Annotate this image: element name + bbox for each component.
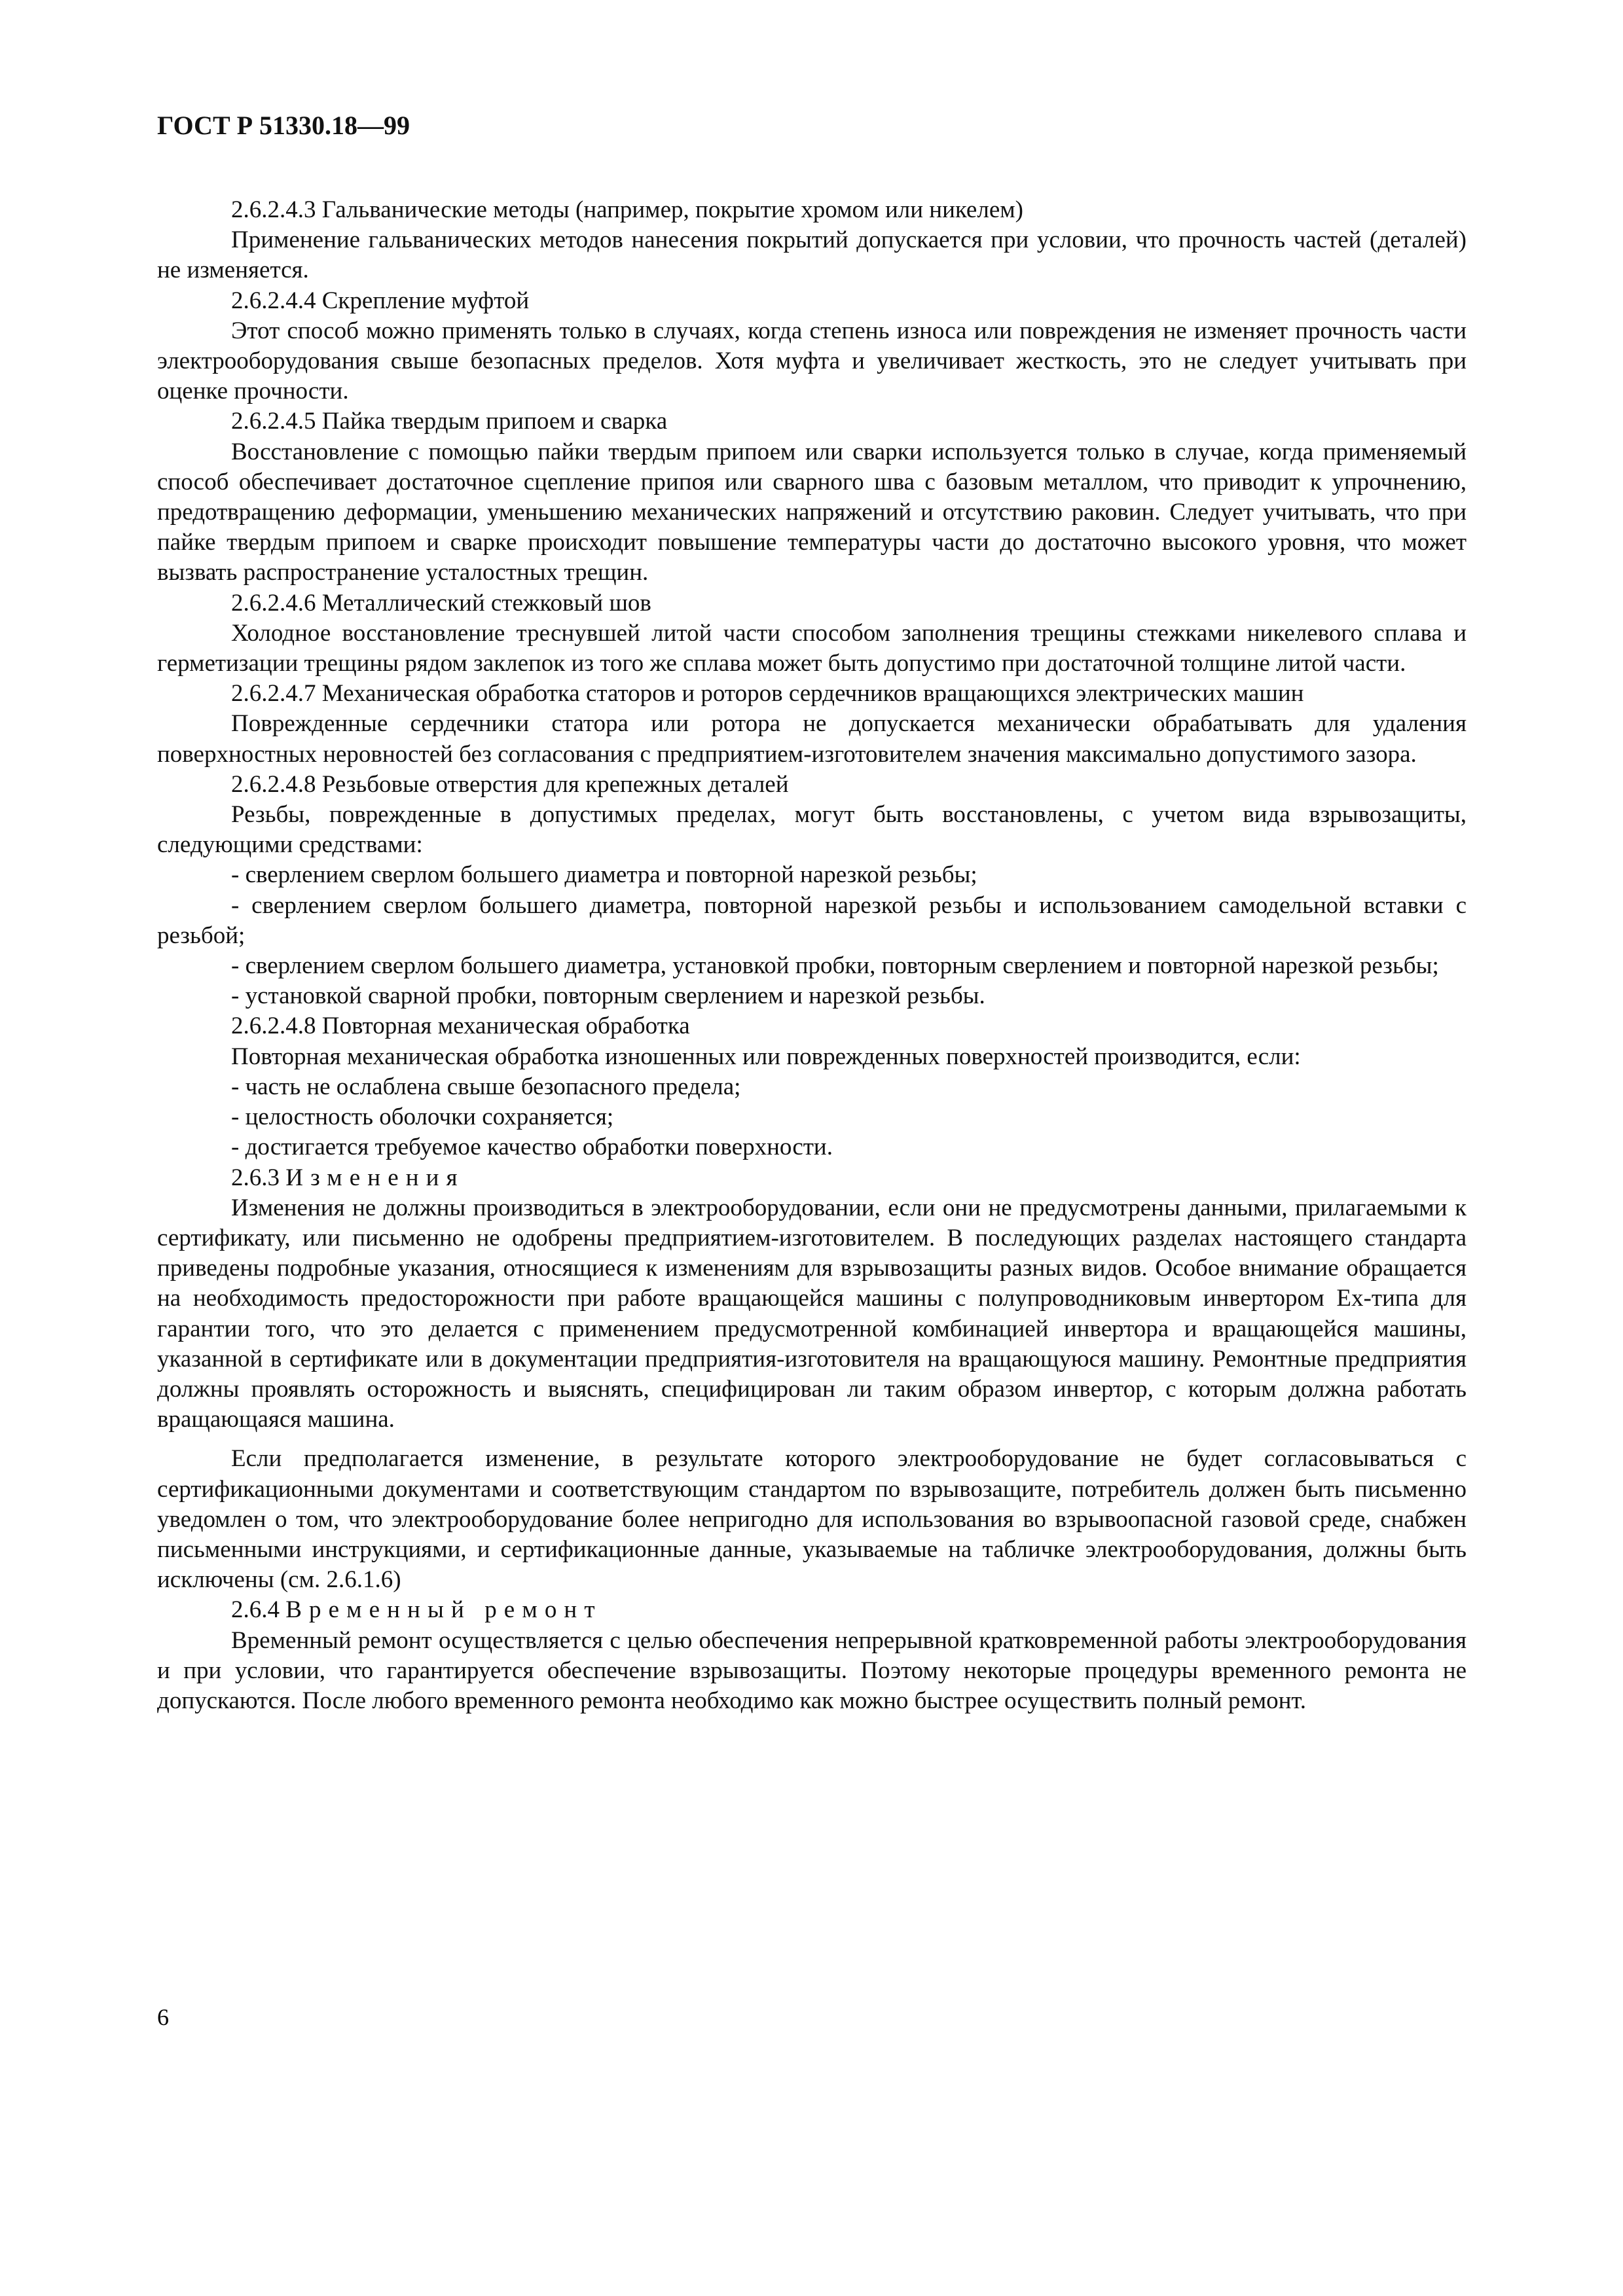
clause-heading: 2.6.2.4.7 Механическая обработка статоров и роторов сердечников вращающихся электрических машин [231, 680, 1304, 708]
paragraph: Если предполагается изменение, в результате которого электрооборудование не будет согласовываться с сертификационными документами и соответствующим стандартом по взрывозащите, потребитель должен быть письменно уведомлен о том, что электрооборудование более непригодно для использования во взрывоопасной газовой среде, снабжен письменными инструкциями, и сертификационные данные, указываемые на табличке электрооборудования, должны быть исключены (см. 2.6.1.6) [157, 1445, 1467, 1594]
page-number: 6 [157, 2004, 169, 2030]
list-item: - целостность оболочки сохраняется; [231, 1103, 614, 1131]
section-title: Изменения [285, 1164, 465, 1191]
clause-heading: 2.6.2.4.3 Гальванические методы (например, покрытие хромом или никелем) [231, 196, 1023, 223]
section-number: 2.6.3 [231, 1164, 280, 1191]
section-heading [157, 1163, 1467, 1193]
clause-heading: 2.6.2.4.6 Металлический стежковый шов [231, 589, 651, 617]
paragraph: Резьбы, поврежденные в допустимых пределах, могут быть восстановлены, с учетом вида взрывозащиты, следующими средствами: [157, 801, 1467, 859]
list-item: - сверлением сверлом большего диаметра и повторной нарезкой резьбы; [231, 861, 977, 889]
paragraph: Восстановление с помощью пайки твердым припоем или сварки используется только в случае, когда применяемый способ обеспечивает достаточное сцепление припоя или сварного шва с базовым металлом, что приводит к упрочнению, предотвращению деформации, уменьшению механических напряжений и отсутствию раковин. Следует учитывать, что при пайке твердым припоем и сварке происходит повышение температуры части до достаточно высокого уровня, что может вызвать распространение усталостных трещин. [157, 438, 1467, 586]
clause-heading: 2.6.2.4.5 Пайка твердым припоем и сварка [231, 408, 668, 435]
section-title: Временный ремонт [285, 1596, 602, 1624]
clause-heading: 2.6.2.4.8 Резьбовые отверстия для крепежных деталей [231, 770, 789, 798]
section-number: 2.6.4 [231, 1596, 280, 1624]
paragraph: Изменения не должны производиться в электрооборудовании, если они не предусмотрены данными, прилагаемыми к сертификату, или письменно не одобрены предприятием-изготовителем. В последующих разделах настоящего стандарта приведены подробные указания, относящиеся к изменениям для взрывозащиты разных видов. Особое внимание обращается на необходимость предосторожности при работе вращающейся машины с полупроводниковым инвертором Ех-типа для гарантии того, что это делается с применением предусмотренной комбинацией инвертора и вращающейся машины, указанной в сертификате или в документации предприятия-изготовителя на вращающуюся машину. Ремонтные предприятия должны проявлять осторожность и выяснять, специфицирован ли таким образом инвертор, с которым должна работать вращающаяся машина. [157, 1194, 1467, 1433]
paragraph: Холодное восстановление треснувшей литой части способом заполнения трещины стежками никелевого сплава и герметизации трещины рядом заклепок из того же сплава может быть допустимо при достаточной толщине литой части. [157, 619, 1467, 677]
list-item: - достигается требуемое качество обработки поверхности. [231, 1134, 833, 1161]
list-item: - часть не ослаблена свыше безопасного предела; [231, 1073, 741, 1100]
clause-heading: 2.6.2.4.4 Скрепление муфтой [231, 287, 530, 314]
clause-heading: 2.6.2.4.8 Повторная механическая обработка [231, 1013, 690, 1040]
list-item: - установкой сварной пробки, повторным сверлением и нарезкой резьбы. [231, 982, 985, 1010]
document-header: ГОСТ Р 51330.18—99 [157, 111, 410, 140]
paragraph: Повторная механическая обработка изношенных или поврежденных поверхностей производится, если: [231, 1043, 1301, 1070]
section-heading [157, 1595, 1467, 1625]
document-body [157, 195, 1467, 1716]
list-item: - сверлением сверлом большего диаметра, установкой пробки, повторным сверлением и повторной нарезкой резьбы; [231, 952, 1439, 980]
list-item: - сверлением сверлом большего диаметра, повторной нарезкой резьбы и использованием самодельной вставки с резьбой; [157, 891, 1467, 949]
paragraph: Поврежденные сердечники статора или ротора не допускается механически обрабатывать для удаления поверхностных неровностей без согласования с предприятием-изготовителем значения максимально допустимого зазора. [157, 710, 1467, 768]
document-page [157, 110, 1467, 1716]
paragraph: Применение гальванических методов нанесения покрытий допускается при условии, что прочность частей (деталей) не изменяется. [157, 226, 1467, 284]
paragraph: Этот способ можно применять только в случаях, когда степень износа или повреждения не изменяет прочность части электрооборудования свыше безопасных пределов. Хотя муфта и увеличивает жесткость, это не следует учитывать при оценке прочности. [157, 317, 1467, 405]
paragraph: Временный ремонт осуществляется с целью обеспечения непрерывной кратковременной работы электрооборудования и при условии, что гарантируется обеспечение взрывозащиты. Поэтому некоторые процедуры временного ремонта не допускаются. После любого временного ремонта необходимо как можно быстрее осуществить полный ремонт. [157, 1626, 1467, 1714]
